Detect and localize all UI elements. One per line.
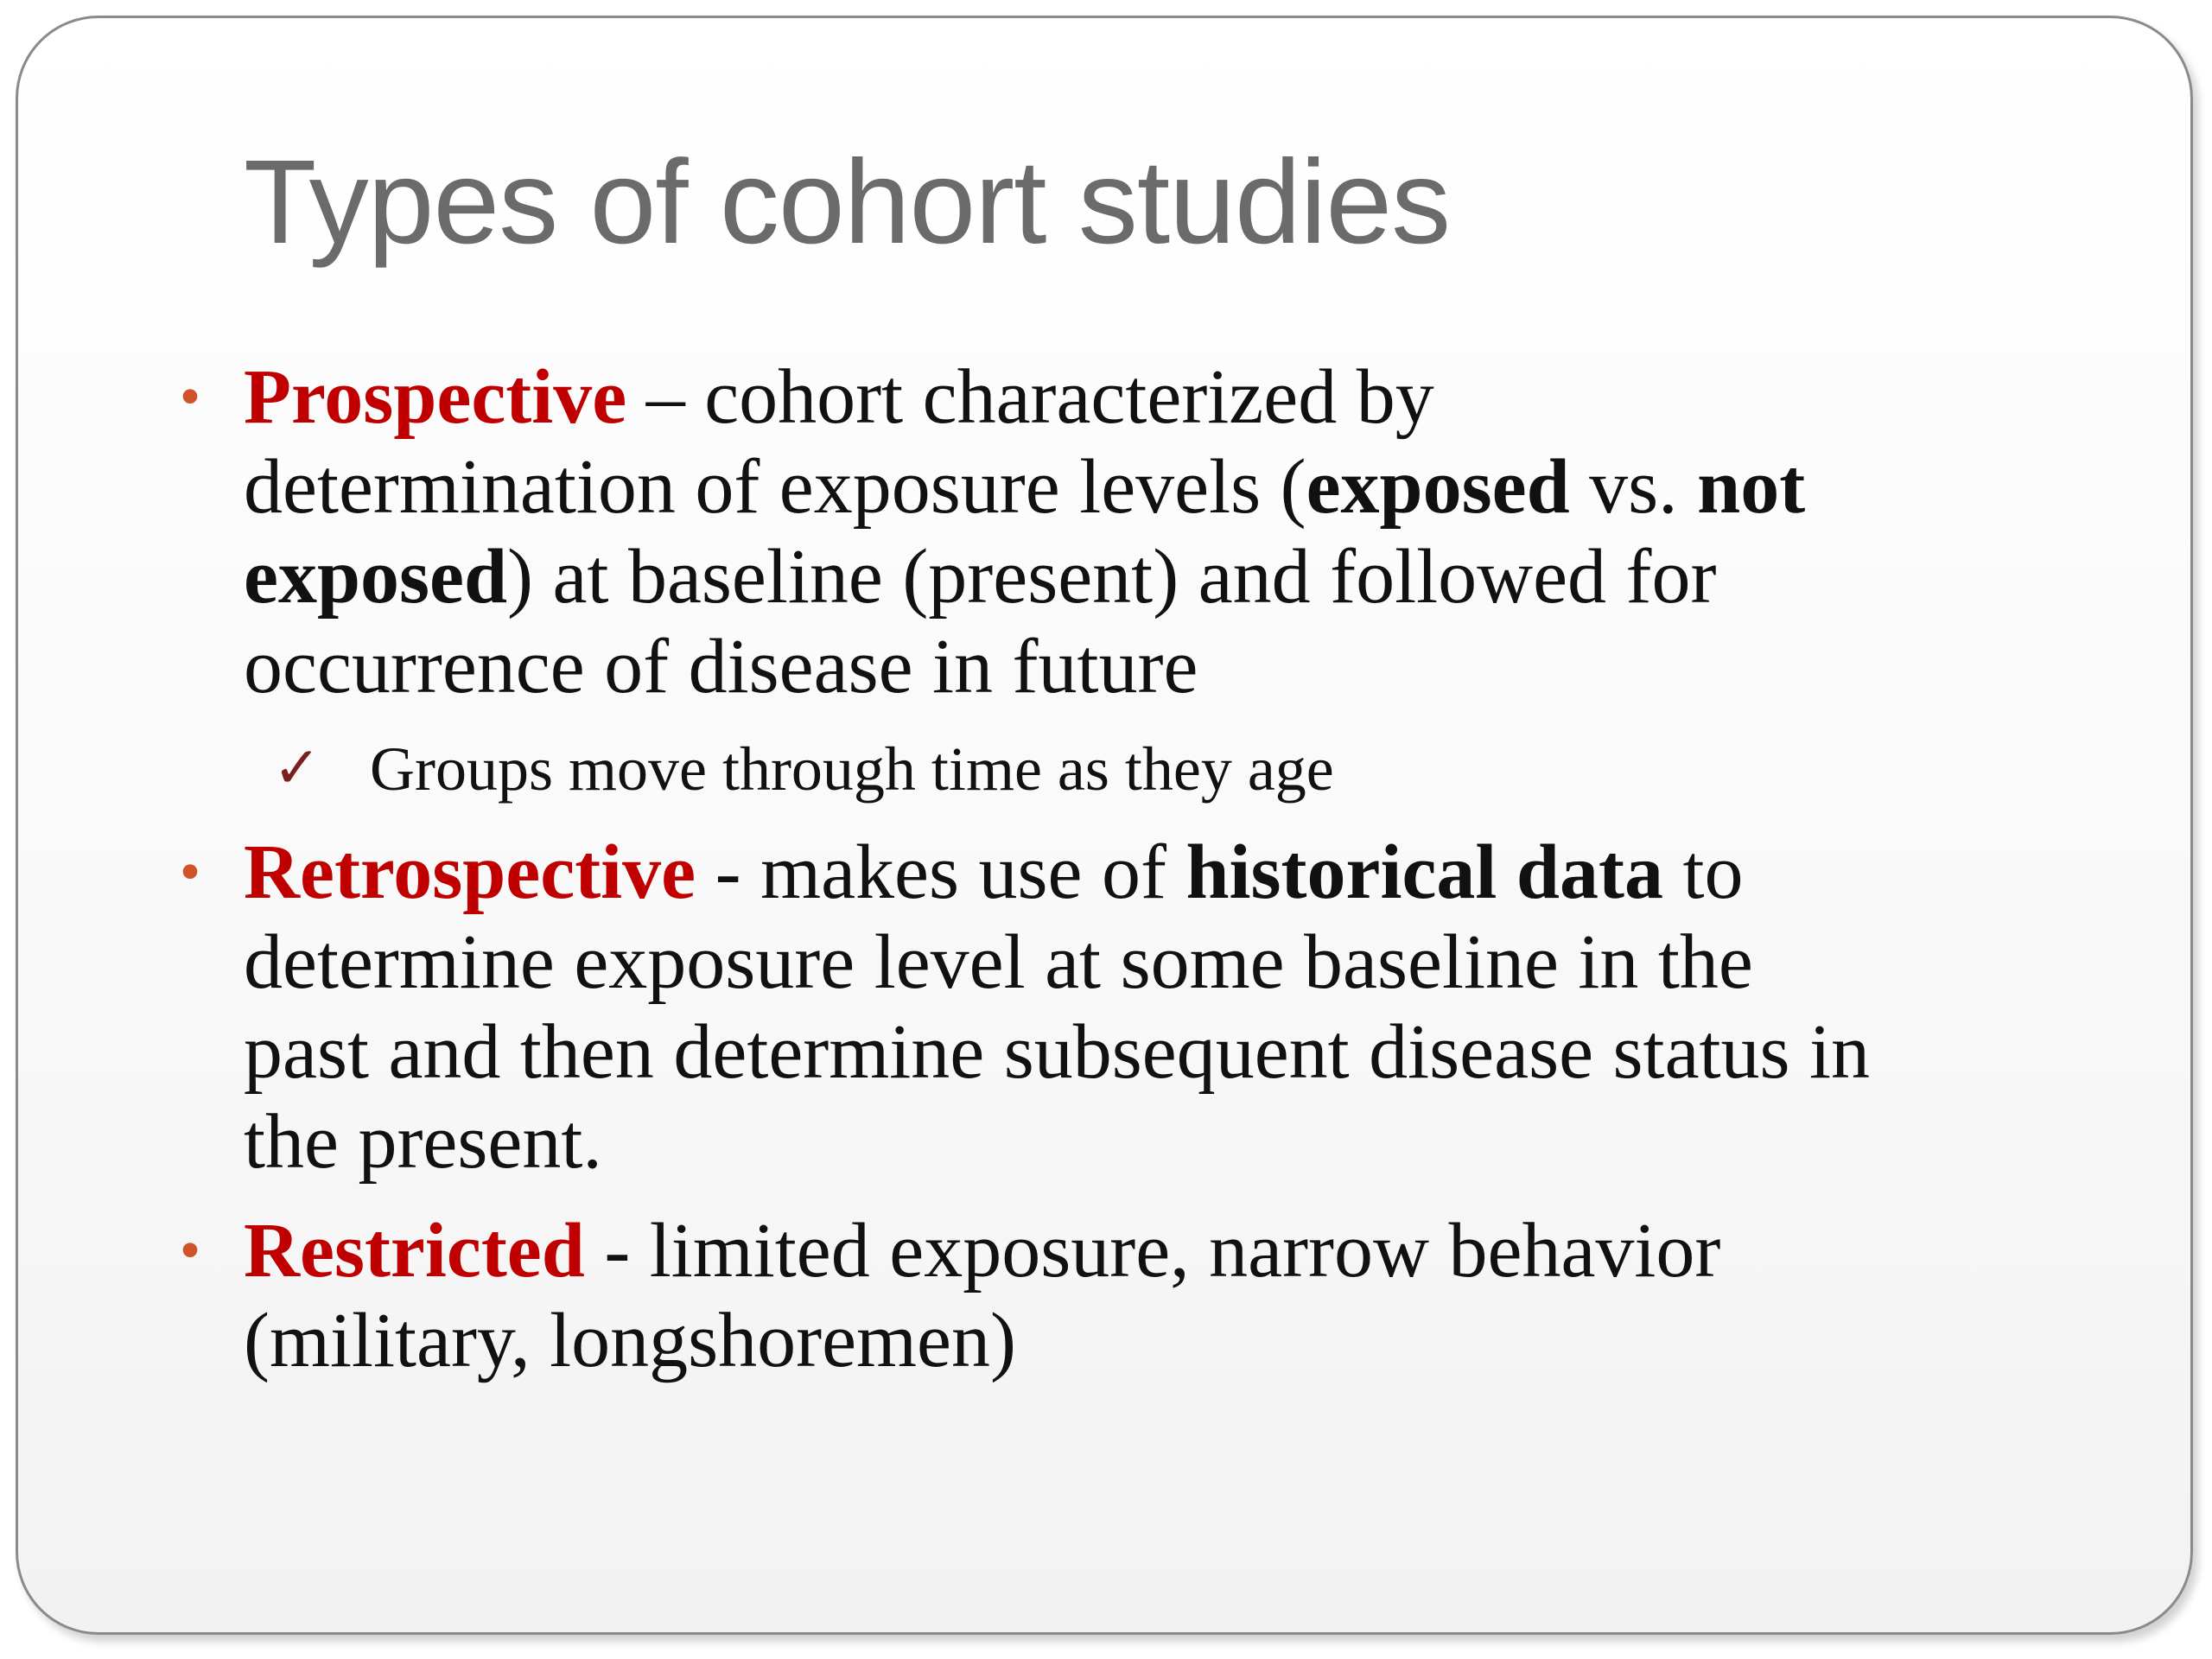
bullet-line bbox=[244, 1206, 2015, 1296]
bullet-text: to bbox=[1662, 830, 1744, 915]
bullet-text: - makes use of bbox=[696, 830, 1186, 915]
bullet-line bbox=[244, 532, 2015, 622]
bold-text: exposed bbox=[1306, 444, 1570, 530]
bullet-text: – cohort characterized by bbox=[626, 354, 1434, 440]
term-prospective: Prospective bbox=[244, 354, 627, 440]
bullet-line bbox=[244, 1007, 2015, 1097]
term-retrospective: Retrospective bbox=[244, 830, 696, 915]
bullet-text: past and then determine subsequent disease status in bbox=[244, 1009, 1871, 1095]
bullet-line bbox=[244, 918, 2015, 1007]
bullet-text: (military, longshoremen) bbox=[244, 1298, 1016, 1383]
bullet-dot-icon: • bbox=[179, 364, 201, 430]
bullet-line bbox=[244, 828, 2015, 918]
check-icon: ✓ bbox=[273, 737, 321, 800]
bullet-line bbox=[244, 1097, 2015, 1187]
bullet-restricted bbox=[179, 1206, 2015, 1386]
slide-title: Types of cohort studies bbox=[244, 136, 1451, 269]
sub-bullet bbox=[273, 724, 1334, 814]
bullet-dot-icon: • bbox=[179, 839, 201, 906]
bullet-text: vs. bbox=[1569, 444, 1698, 530]
bullet-dot-icon: • bbox=[179, 1217, 201, 1284]
bullet-line bbox=[244, 1296, 2015, 1386]
bold-text: exposed bbox=[244, 534, 508, 620]
bold-text: not bbox=[1697, 444, 1806, 530]
bullet-prospective bbox=[179, 353, 2015, 712]
bullet-text: - limited exposure, narrow behavior bbox=[584, 1208, 1721, 1294]
bullet-line bbox=[244, 353, 2015, 442]
bold-text: historical data bbox=[1185, 830, 1663, 915]
bullet-text: occurrence of disease in future bbox=[244, 624, 1198, 709]
bullet-line bbox=[244, 622, 2015, 712]
bullet-line bbox=[244, 442, 2015, 532]
bullet-text: ) at baseline (present) and followed for bbox=[507, 534, 1717, 620]
bullet-text: determine exposure level at some baseline in the bbox=[244, 919, 1753, 1005]
bullet-retrospective bbox=[179, 828, 2015, 1187]
bullet-text: determination of exposure levels ( bbox=[244, 444, 1306, 530]
term-restricted: Restricted bbox=[244, 1208, 585, 1294]
sub-bullet-text: Groups move through time as they age bbox=[370, 734, 1334, 804]
bullet-text: the present. bbox=[244, 1099, 602, 1185]
